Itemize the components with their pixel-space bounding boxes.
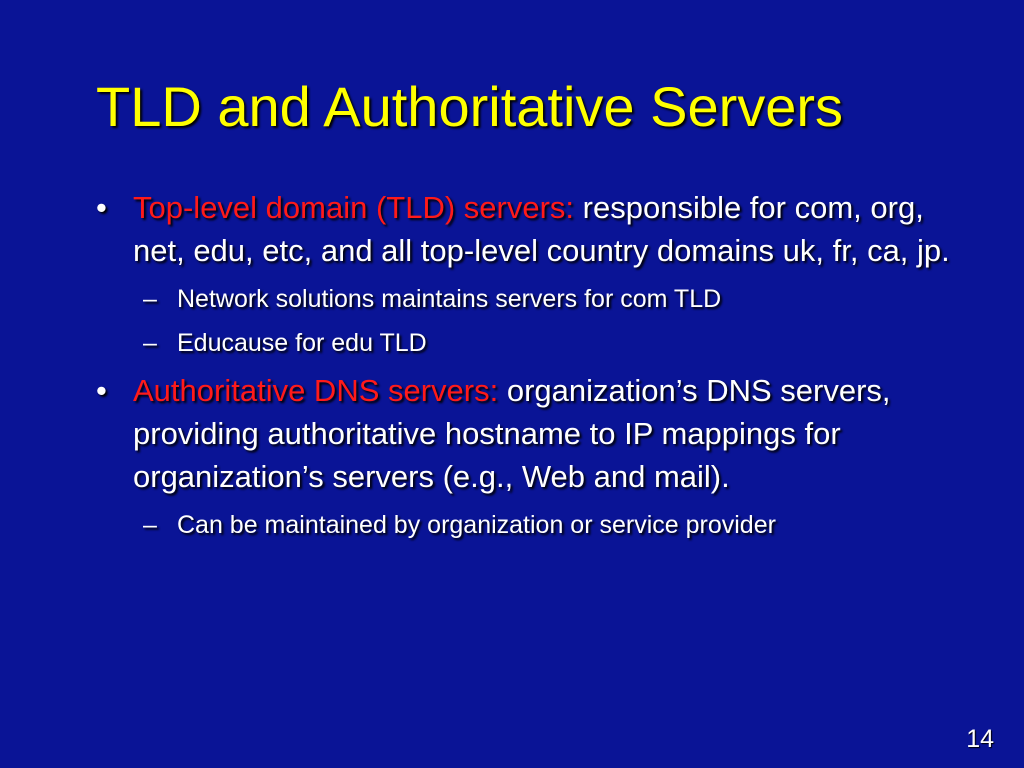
sub-bullet-network-solutions bbox=[96, 281, 976, 317]
bullet-highlight: Authoritative DNS servers: bbox=[133, 373, 499, 408]
bullet-highlight: Top-level domain (TLD) servers: bbox=[133, 190, 575, 225]
sub-bullet-text: Network solutions maintains servers for com TLD bbox=[177, 285, 722, 313]
bullet-text: organization’s DNS servers, providing authoritative hostname to IP mappings for organization’s servers (e.g., Web and mail). bbox=[133, 373, 891, 494]
sub-bullet-maintained-by bbox=[96, 507, 976, 543]
slide-body bbox=[96, 186, 976, 543]
page-number: 14 bbox=[966, 725, 994, 753]
bullet-tld-servers bbox=[96, 186, 976, 272]
sub-bullet-text: Can be maintained by organization or service provider bbox=[177, 511, 776, 539]
sub-bullet-marker: – bbox=[143, 285, 157, 313]
bullet-text: responsible for com, org, net, edu, etc, and all top-level country domains uk, fr, ca, jp. bbox=[133, 190, 950, 268]
bullet-marker: • bbox=[96, 373, 107, 408]
sub-bullet-marker: – bbox=[143, 511, 157, 539]
sub-bullet-text: Educause for edu TLD bbox=[177, 329, 427, 357]
sub-bullet-educause bbox=[96, 325, 976, 361]
slide-title: TLD and Authoritative Servers bbox=[96, 75, 844, 138]
bullet-marker: • bbox=[96, 190, 107, 225]
sub-bullet-marker: – bbox=[143, 329, 157, 357]
bullet-authoritative-servers bbox=[96, 369, 976, 498]
